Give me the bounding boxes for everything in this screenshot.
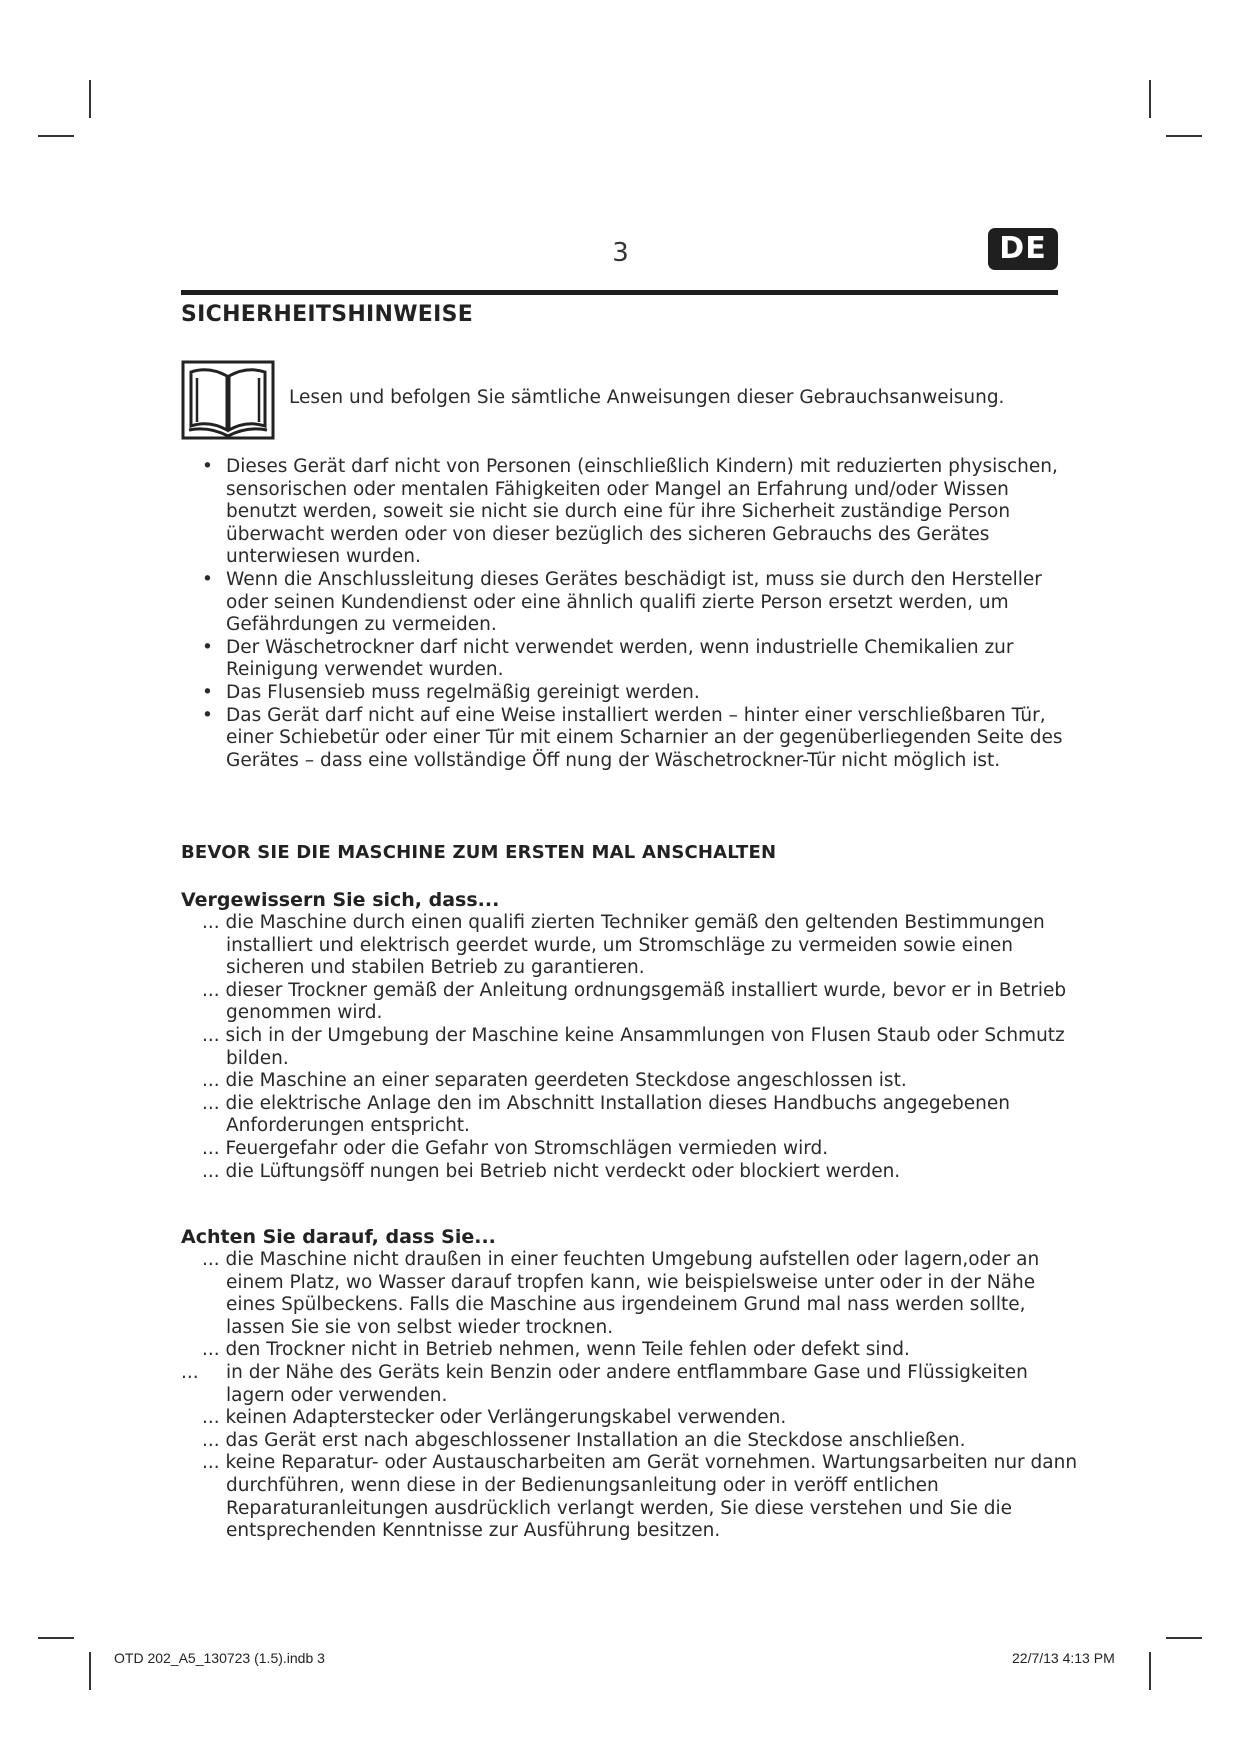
list-item: ... keinen Adapterstecker oder Verlängerungskabel verwenden.: [202, 1407, 787, 1429]
footer-timestamp: 22/7/13 4:13 PM: [1012, 1650, 1115, 1666]
list-item: ... die Maschine an einer separaten geerdeten Steckdose angeschlossen ist.: [202, 1070, 907, 1092]
ensure-list: [181, 912, 1081, 1183]
list-item: ... den Trockner nicht in Betrieb nehmen, wenn Teile fehlen oder defekt sind.: [202, 1339, 910, 1361]
list-item: ... die Maschine durch einen qualifi zierten Techniker gemäß den geltenden Bestimmungen installiert und elektrisch geerdet wurde, um Stromschläge zu vermeiden sowie einen sicheren und stabilen Betrieb zu garantieren.: [202, 912, 1045, 979]
list-item: ... in der Nähe des Geräts kein Benzin oder andere entflammbare Gase und Flüssigkeiten lagern oder verwenden.: [181, 1361, 1028, 1406]
section-title-first-use: BEVOR SIE DIE MASCHINE ZUM ERSTEN MAL ANSCHALTEN: [181, 842, 777, 863]
list-item: • Wenn die Anschlussleitung dieses Gerätes beschädigt ist, muss sie durch den Hersteller oder seinen Kundendienst oder eine ähnlich qualifi zierte Person ersetzt werden, um Gefährdungen zu vermeiden.: [202, 568, 1042, 636]
list-item: ... Feuergefahr oder die Gefahr von Stromschlägen vermieden wird.: [202, 1137, 829, 1159]
subsection-title-ensure: Vergewissern Sie sich, dass...: [181, 889, 500, 911]
list-item: • Der Wäschetrockner darf nicht verwendet werden, wenn industrielle Chemikalien zur Reinigung verwendet wurden.: [202, 636, 1014, 681]
crop-mark: [1166, 135, 1202, 137]
list-item: ... die elektrische Anlage den im Abschnitt Installation dieses Handbuchs angegebenen Anforderungen entspricht.: [202, 1092, 1010, 1137]
header-rule: [181, 290, 1058, 295]
subsection-title-make-sure: Achten Sie darauf, dass Sie...: [181, 1226, 496, 1248]
section-title-safety: SICHERHEITSHINWEISE: [181, 302, 474, 327]
footer-file-name: OTD 202_A5_130723 (1.5).indb 3: [114, 1650, 325, 1666]
list-item: • Dieses Gerät darf nicht von Personen (einschließlich Kindern) mit reduzierten physischen, sensorischen oder mentalen Fähigkeiten oder Mangel an Erfahrung und/oder Wissen benutzt werden, soweit sie nicht sie durch eine für ihre Sicherheit zuständige Person überwacht werden oder von dieser bezüglich des sicheren Gebrauchs des Gerätes unterwiesen wurden.: [202, 456, 1058, 568]
crop-mark: [38, 1637, 74, 1639]
crop-mark: [1166, 1637, 1202, 1639]
crop-mark: [38, 135, 74, 137]
list-item: ... keine Reparatur- oder Austauscharbeiten am Gerät vornehmen. Wartungsarbeiten nur dann durchführen, wenn diese in der Bedienungsanleitung oder in veröff entlichen Reparaturanleitungen ausdrücklich verlangt werden, Sie diese verstehen und Sie die entsprechenden Kenntnisse zur Ausführung besitzen.: [202, 1452, 1078, 1542]
crop-mark: [89, 80, 91, 118]
list-item: ... die Lüftungsöff nungen bei Betrieb nicht verdeckt oder blockiert werden.: [202, 1160, 901, 1182]
list-item: ... sich in der Umgebung der Maschine keine Ansammlungen von Flusen Staub oder Schmutz bilden.: [202, 1024, 1065, 1069]
open-book-icon: [181, 360, 275, 440]
crop-mark: [1149, 1652, 1151, 1690]
language-badge: DE: [988, 228, 1058, 270]
list-item: • Das Gerät darf nicht auf eine Weise installiert werden – hinter einer verschließbaren Tür, einer Schiebetür oder einer Tür mit einem Scharnier an der gegenüberliegenden Seite des Gerätes – dass eine vollständige Öff nung der Wäschetrockner-Tür nicht möglich ist.: [202, 704, 1063, 771]
page-number: 3: [612, 238, 629, 268]
list-item: ... das Gerät erst nach abgeschlossener Installation an die Steckdose anschließen.: [202, 1429, 966, 1451]
list-item: ... die Maschine nicht draußen in einer feuchten Umgebung aufstellen oder lagern,oder an einem Platz, wo Wasser darauf tropfen kann, wie beispielsweise unter oder in der Nähe eines Spülbeckens. Falls die Maschine aus irgendeinem Grund mal nass werden sollte, lassen Sie sie von selbst wieder trocknen.: [202, 1249, 1040, 1338]
list-item: • Das Flusensieb muss regelmäßig gereinigt werden.: [202, 681, 700, 703]
crop-mark: [89, 1652, 91, 1690]
intro-text: Lesen und befolgen Sie sämtliche Anweisungen dieser Gebrauchsanweisung.: [289, 387, 1005, 408]
crop-mark: [1149, 80, 1151, 118]
list-item: ... dieser Trockner gemäß der Anleitung ordnungsgemäß installiert wurde, bevor er in Betrieb genommen wird.: [202, 979, 1067, 1024]
safety-bullet-list: [181, 456, 1081, 772]
make-sure-list: [181, 1249, 1081, 1543]
